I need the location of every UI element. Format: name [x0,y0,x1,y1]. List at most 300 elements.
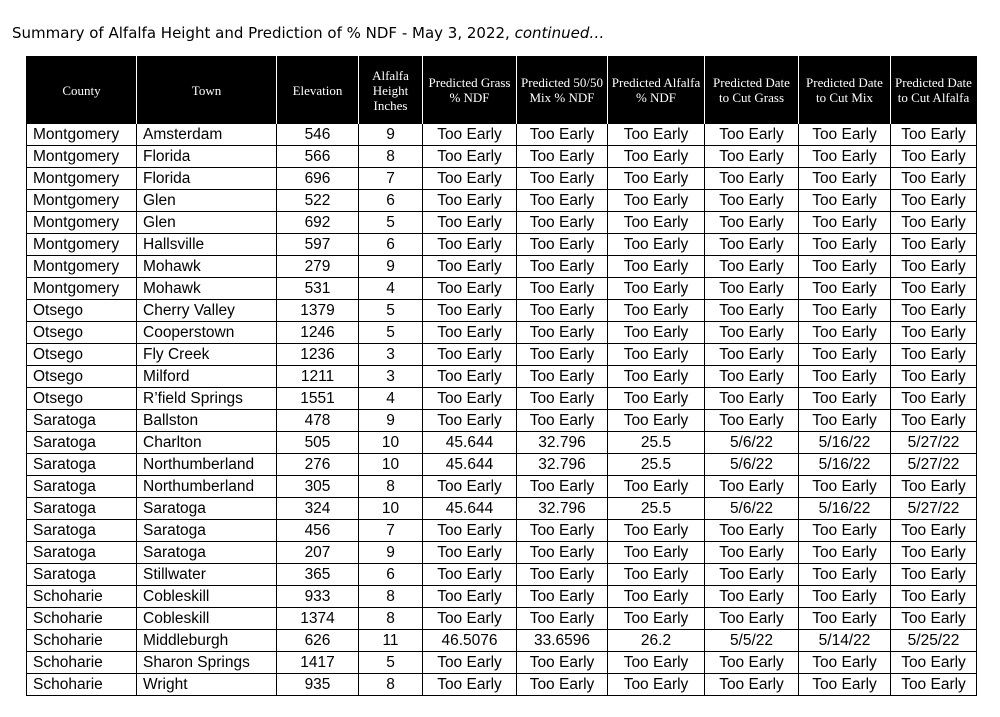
table-cell-alfalfa-height: 4 [359,278,423,300]
table-cell-predicted-mix-ndf: Too Early [517,366,608,388]
table-cell-date-cut-grass: Too Early [705,608,799,630]
document-caption [12,24,604,42]
table-cell-date-cut-alfalfa: Too Early [891,476,977,498]
table-cell-predicted-mix-ndf: Too Early [517,278,608,300]
table-cell-predicted-mix-ndf: Too Early [517,344,608,366]
table-cell-predicted-alfalfa-ndf: 25.5 [608,432,705,454]
table-cell-date-cut-mix: Too Early [799,278,891,300]
table-cell-alfalfa-height: 9 [359,124,423,146]
table-cell-date-cut-alfalfa: Too Early [891,344,977,366]
table-cell-county: Saratoga [27,564,137,586]
table-cell-predicted-mix-ndf: Too Early [517,542,608,564]
table-cell-town: Northumberland [137,476,277,498]
table-cell-date-cut-grass: Too Early [705,674,799,696]
table-cell-date-cut-grass: Too Early [705,388,799,410]
caption-main: Summary of Alfalfa Height and Prediction of % NDF - May 3, 2022, [12,24,515,42]
table-cell-predicted-grass-ndf: Too Early [423,542,517,564]
table-cell-predicted-grass-ndf: Too Early [423,322,517,344]
table-row [27,586,977,608]
table-cell-county: Montgomery [27,190,137,212]
table-cell-town: Saratoga [137,498,277,520]
table-cell-alfalfa-height: 5 [359,212,423,234]
table-cell-county: Otsego [27,388,137,410]
table-cell-date-cut-mix: Too Early [799,322,891,344]
table-cell-date-cut-grass: Too Early [705,124,799,146]
table-cell-alfalfa-height: 4 [359,388,423,410]
table-cell-predicted-grass-ndf: Too Early [423,410,517,432]
table-cell-predicted-alfalfa-ndf: Too Early [608,674,705,696]
table-cell-predicted-alfalfa-ndf: Too Early [608,542,705,564]
table-cell-predicted-mix-ndf: Too Early [517,608,608,630]
table-cell-date-cut-mix: Too Early [799,542,891,564]
table-cell-town: Wright [137,674,277,696]
table-cell-predicted-grass-ndf: Too Early [423,300,517,322]
table-cell-date-cut-mix: Too Early [799,234,891,256]
table-cell-county: Saratoga [27,542,137,564]
table-cell-county: Saratoga [27,410,137,432]
table-row [27,652,977,674]
table-cell-elevation: 276 [277,454,359,476]
table-cell-predicted-alfalfa-ndf: Too Early [608,564,705,586]
table-cell-elevation: 324 [277,498,359,520]
table-cell-date-cut-mix: Too Early [799,168,891,190]
table-cell-county: Otsego [27,300,137,322]
table-row [27,168,977,190]
table-cell-predicted-grass-ndf: Too Early [423,564,517,586]
table-cell-elevation: 305 [277,476,359,498]
table-cell-date-cut-mix: 5/16/22 [799,454,891,476]
table-cell-date-cut-grass: Too Early [705,542,799,564]
table-cell-date-cut-grass: Too Early [705,410,799,432]
table-cell-predicted-mix-ndf: Too Early [517,674,608,696]
table-cell-predicted-alfalfa-ndf: 25.5 [608,454,705,476]
table-cell-alfalfa-height: 5 [359,300,423,322]
table-row [27,190,977,212]
table-cell-county: Montgomery [27,168,137,190]
table-row [27,366,977,388]
table-row [27,388,977,410]
table-cell-town: Hallsville [137,234,277,256]
table-cell-date-cut-grass: Too Early [705,652,799,674]
table-cell-date-cut-alfalfa: 5/27/22 [891,432,977,454]
table-cell-date-cut-alfalfa: Too Early [891,322,977,344]
table-cell-date-cut-mix: Too Early [799,520,891,542]
table-cell-town: Mohawk [137,256,277,278]
table-cell-predicted-mix-ndf: 33.6596 [517,630,608,652]
table-cell-town: Glen [137,212,277,234]
table-cell-town: Mohawk [137,278,277,300]
table-cell-predicted-grass-ndf: Too Early [423,190,517,212]
table-cell-predicted-mix-ndf: Too Early [517,124,608,146]
table-cell-elevation: 1236 [277,344,359,366]
table-cell-predicted-mix-ndf: Too Early [517,168,608,190]
table-cell-elevation: 1417 [277,652,359,674]
table-cell-elevation: 546 [277,124,359,146]
table-cell-town: Cherry Valley [137,300,277,322]
column-header-date-cut-mix: Predicted Date to Cut Mix [799,57,891,124]
table-cell-county: Schoharie [27,630,137,652]
table-cell-county: Otsego [27,322,137,344]
table-cell-predicted-alfalfa-ndf: Too Early [608,476,705,498]
table-cell-date-cut-grass: Too Early [705,344,799,366]
table-cell-date-cut-grass: Too Early [705,168,799,190]
table-row [27,630,977,652]
table-cell-date-cut-grass: Too Early [705,212,799,234]
table-cell-alfalfa-height: 8 [359,674,423,696]
table-cell-alfalfa-height: 10 [359,432,423,454]
table-cell-date-cut-mix: Too Early [799,410,891,432]
table-cell-alfalfa-height: 7 [359,168,423,190]
column-header-predicted-grass-ndf: Predicted Grass % NDF [423,57,517,124]
table-cell-alfalfa-height: 9 [359,542,423,564]
table-cell-alfalfa-height: 9 [359,256,423,278]
table-cell-alfalfa-height: 3 [359,344,423,366]
table-cell-date-cut-grass: Too Early [705,190,799,212]
table-cell-town: Stillwater [137,564,277,586]
table-cell-date-cut-grass: Too Early [705,256,799,278]
table-row [27,212,977,234]
table-cell-town: Glen [137,190,277,212]
table-cell-county: Schoharie [27,608,137,630]
table-cell-alfalfa-height: 5 [359,652,423,674]
table-cell-predicted-mix-ndf: Too Early [517,190,608,212]
table-cell-predicted-grass-ndf: 45.644 [423,454,517,476]
table-cell-date-cut-alfalfa: Too Early [891,520,977,542]
table-cell-county: Montgomery [27,146,137,168]
table-cell-elevation: 531 [277,278,359,300]
table-cell-date-cut-alfalfa: Too Early [891,542,977,564]
table-cell-town: Saratoga [137,542,277,564]
table-cell-county: Montgomery [27,212,137,234]
table-row [27,278,977,300]
table-cell-date-cut-alfalfa: 5/25/22 [891,630,977,652]
table-cell-predicted-mix-ndf: Too Early [517,300,608,322]
table-row [27,146,977,168]
table-cell-alfalfa-height: 8 [359,608,423,630]
table-cell-town: Cobleskill [137,586,277,608]
table-cell-date-cut-grass: Too Early [705,366,799,388]
table-row [27,234,977,256]
table-cell-date-cut-mix: Too Early [799,190,891,212]
table-cell-alfalfa-height: 3 [359,366,423,388]
table-cell-date-cut-alfalfa: Too Early [891,564,977,586]
table-cell-date-cut-alfalfa: Too Early [891,388,977,410]
table-cell-predicted-grass-ndf: Too Early [423,586,517,608]
table-cell-date-cut-alfalfa: Too Early [891,300,977,322]
table-cell-date-cut-grass: Too Early [705,564,799,586]
table-cell-predicted-mix-ndf: 32.796 [517,432,608,454]
table-cell-predicted-alfalfa-ndf: Too Early [608,168,705,190]
table-cell-town: Northumberland [137,454,277,476]
table-cell-predicted-mix-ndf: Too Early [517,586,608,608]
table-cell-elevation: 522 [277,190,359,212]
table-cell-county: Otsego [27,366,137,388]
table-cell-predicted-grass-ndf: Too Early [423,146,517,168]
table-cell-predicted-alfalfa-ndf: Too Early [608,278,705,300]
table-cell-predicted-alfalfa-ndf: Too Early [608,146,705,168]
table-cell-elevation: 1379 [277,300,359,322]
table-cell-predicted-grass-ndf: Too Early [423,388,517,410]
table-cell-date-cut-grass: Too Early [705,586,799,608]
table-cell-elevation: 505 [277,432,359,454]
table-cell-county: Saratoga [27,520,137,542]
table-cell-predicted-alfalfa-ndf: Too Early [608,586,705,608]
table-cell-date-cut-alfalfa: Too Early [891,674,977,696]
table-cell-date-cut-alfalfa: Too Early [891,366,977,388]
table-cell-predicted-mix-ndf: 32.796 [517,498,608,520]
table-cell-town: Cooperstown [137,322,277,344]
table-cell-predicted-mix-ndf: Too Early [517,146,608,168]
table-cell-alfalfa-height: 7 [359,520,423,542]
ndf-summary-table [26,56,977,696]
table-cell-county: Otsego [27,344,137,366]
table-cell-alfalfa-height: 5 [359,322,423,344]
table-cell-county: Schoharie [27,652,137,674]
table-cell-predicted-mix-ndf: Too Early [517,410,608,432]
table-cell-elevation: 933 [277,586,359,608]
table-cell-elevation: 692 [277,212,359,234]
table-cell-date-cut-alfalfa: Too Early [891,256,977,278]
table-cell-date-cut-mix: Too Early [799,476,891,498]
table-cell-town: Milford [137,366,277,388]
table-cell-alfalfa-height: 6 [359,234,423,256]
table-cell-predicted-alfalfa-ndf: Too Early [608,300,705,322]
table-cell-date-cut-grass: Too Early [705,278,799,300]
table-cell-predicted-alfalfa-ndf: Too Early [608,234,705,256]
table-cell-town: Charlton [137,432,277,454]
table-cell-date-cut-grass: 5/6/22 [705,498,799,520]
table-cell-elevation: 597 [277,234,359,256]
table-row [27,520,977,542]
table-cell-elevation: 566 [277,146,359,168]
table-cell-town: Fly Creek [137,344,277,366]
table-cell-predicted-grass-ndf: 45.644 [423,498,517,520]
table-row [27,300,977,322]
table-cell-predicted-grass-ndf: Too Early [423,652,517,674]
table-cell-predicted-grass-ndf: 45.644 [423,432,517,454]
table-cell-date-cut-alfalfa: Too Early [891,652,977,674]
table-cell-date-cut-mix: Too Early [799,300,891,322]
table-cell-alfalfa-height: 6 [359,190,423,212]
table-cell-predicted-grass-ndf: Too Early [423,476,517,498]
table-cell-alfalfa-height: 6 [359,564,423,586]
table-cell-town: Ballston [137,410,277,432]
table-cell-date-cut-mix: Too Early [799,674,891,696]
table-cell-date-cut-alfalfa: 5/27/22 [891,454,977,476]
table-cell-elevation: 626 [277,630,359,652]
table-cell-predicted-alfalfa-ndf: Too Early [608,608,705,630]
table-cell-predicted-grass-ndf: Too Early [423,674,517,696]
table-cell-date-cut-grass: 5/6/22 [705,454,799,476]
table-cell-date-cut-alfalfa: Too Early [891,410,977,432]
table-cell-date-cut-alfalfa: 5/27/22 [891,498,977,520]
table-row [27,256,977,278]
table-cell-date-cut-mix: Too Early [799,344,891,366]
table-cell-date-cut-grass: Too Early [705,520,799,542]
table-cell-date-cut-mix: 5/14/22 [799,630,891,652]
column-header-date-cut-grass: Predicted Date to Cut Grass [705,57,799,124]
table-cell-county: Montgomery [27,124,137,146]
table-cell-predicted-grass-ndf: Too Early [423,256,517,278]
table-cell-date-cut-grass: Too Early [705,146,799,168]
table-cell-county: Saratoga [27,454,137,476]
table-header-row [27,57,977,124]
table-row [27,344,977,366]
column-header-town: Town [137,57,277,124]
table-cell-county: Saratoga [27,432,137,454]
table-cell-elevation: 1246 [277,322,359,344]
table-cell-county: Montgomery [27,234,137,256]
table-cell-date-cut-mix: Too Early [799,146,891,168]
column-header-predicted-alfalfa-ndf: Predicted Alfalfa % NDF [608,57,705,124]
table-cell-elevation: 1551 [277,388,359,410]
table-cell-predicted-alfalfa-ndf: Too Early [608,124,705,146]
table-cell-elevation: 365 [277,564,359,586]
table-cell-date-cut-mix: Too Early [799,212,891,234]
table-cell-predicted-grass-ndf: Too Early [423,212,517,234]
table-cell-predicted-mix-ndf: Too Early [517,520,608,542]
column-header-alfalfa-height: Alfalfa Height Inches [359,57,423,124]
table-cell-date-cut-mix: Too Early [799,652,891,674]
table-cell-predicted-mix-ndf: Too Early [517,564,608,586]
table-cell-elevation: 456 [277,520,359,542]
table-cell-predicted-alfalfa-ndf: 26.2 [608,630,705,652]
table-cell-predicted-alfalfa-ndf: Too Early [608,212,705,234]
table-cell-town: Amsterdam [137,124,277,146]
table-cell-town: Sharon Springs [137,652,277,674]
table-cell-town: R’field Springs [137,388,277,410]
table-cell-elevation: 279 [277,256,359,278]
table-cell-date-cut-mix: Too Early [799,564,891,586]
table-cell-town: Florida [137,168,277,190]
table-cell-predicted-mix-ndf: Too Early [517,652,608,674]
table-cell-county: Schoharie [27,674,137,696]
table-cell-predicted-mix-ndf: Too Early [517,234,608,256]
table-cell-elevation: 696 [277,168,359,190]
table-cell-date-cut-mix: Too Early [799,256,891,278]
table-row [27,454,977,476]
table-cell-date-cut-mix: Too Early [799,608,891,630]
table-cell-date-cut-mix: Too Early [799,388,891,410]
table-cell-date-cut-alfalfa: Too Early [891,190,977,212]
table-cell-predicted-grass-ndf: Too Early [423,344,517,366]
table-cell-predicted-grass-ndf: Too Early [423,278,517,300]
table-cell-date-cut-alfalfa: Too Early [891,608,977,630]
table-cell-elevation: 1374 [277,608,359,630]
table-cell-date-cut-grass: 5/5/22 [705,630,799,652]
table-cell-alfalfa-height: 8 [359,586,423,608]
table-cell-date-cut-mix: 5/16/22 [799,432,891,454]
column-header-county: County [27,57,137,124]
table-cell-date-cut-grass: Too Early [705,234,799,256]
table-cell-predicted-alfalfa-ndf: Too Early [608,520,705,542]
table-cell-alfalfa-height: 11 [359,630,423,652]
table-cell-predicted-mix-ndf: Too Early [517,256,608,278]
table-cell-predicted-mix-ndf: Too Early [517,322,608,344]
table-row [27,124,977,146]
column-header-predicted-mix-ndf: Predicted 50/50 Mix % NDF [517,57,608,124]
table-body [27,124,977,696]
table-row [27,498,977,520]
table-cell-alfalfa-height: 8 [359,476,423,498]
table-cell-town: Saratoga [137,520,277,542]
table-cell-date-cut-grass: Too Early [705,322,799,344]
table-cell-predicted-grass-ndf: 46.5076 [423,630,517,652]
table-cell-date-cut-mix: Too Early [799,586,891,608]
table-cell-predicted-alfalfa-ndf: Too Early [608,388,705,410]
table-cell-predicted-grass-ndf: Too Early [423,366,517,388]
table-cell-predicted-alfalfa-ndf: Too Early [608,344,705,366]
table-row [27,564,977,586]
table-cell-predicted-grass-ndf: Too Early [423,168,517,190]
table-cell-predicted-grass-ndf: Too Early [423,234,517,256]
table-cell-predicted-grass-ndf: Too Early [423,608,517,630]
table-cell-elevation: 1211 [277,366,359,388]
table-cell-town: Middleburgh [137,630,277,652]
table-cell-county: Schoharie [27,586,137,608]
table-row [27,410,977,432]
table-cell-county: Saratoga [27,476,137,498]
table-cell-predicted-alfalfa-ndf: Too Early [608,190,705,212]
table-cell-date-cut-alfalfa: Too Early [891,212,977,234]
table-cell-predicted-alfalfa-ndf: Too Early [608,366,705,388]
table-cell-date-cut-mix: Too Early [799,366,891,388]
table-cell-elevation: 935 [277,674,359,696]
table-cell-alfalfa-height: 10 [359,498,423,520]
table-cell-town: Florida [137,146,277,168]
table-cell-predicted-alfalfa-ndf: Too Early [608,256,705,278]
table-cell-elevation: 478 [277,410,359,432]
table-cell-date-cut-alfalfa: Too Early [891,124,977,146]
table-cell-alfalfa-height: 10 [359,454,423,476]
table-cell-predicted-grass-ndf: Too Early [423,520,517,542]
table-cell-predicted-grass-ndf: Too Early [423,124,517,146]
table-cell-date-cut-mix: Too Early [799,124,891,146]
table-cell-alfalfa-height: 8 [359,146,423,168]
table-row [27,674,977,696]
table-cell-predicted-alfalfa-ndf: Too Early [608,410,705,432]
table-cell-date-cut-alfalfa: Too Early [891,586,977,608]
table-cell-alfalfa-height: 9 [359,410,423,432]
table-cell-elevation: 207 [277,542,359,564]
table-cell-town: Cobleskill [137,608,277,630]
table-cell-predicted-alfalfa-ndf: 25.5 [608,498,705,520]
table-cell-date-cut-grass: Too Early [705,300,799,322]
table-cell-date-cut-alfalfa: Too Early [891,278,977,300]
table-cell-date-cut-mix: 5/16/22 [799,498,891,520]
table-cell-predicted-mix-ndf: 32.796 [517,454,608,476]
table-row [27,608,977,630]
table-cell-predicted-alfalfa-ndf: Too Early [608,652,705,674]
caption-continued: continued… [514,24,605,42]
table-cell-date-cut-alfalfa: Too Early [891,146,977,168]
table-row [27,542,977,564]
column-header-date-cut-alfalfa: Predicted Date to Cut Alfalfa [891,57,977,124]
table-cell-predicted-mix-ndf: Too Early [517,212,608,234]
table-row [27,322,977,344]
table-cell-predicted-mix-ndf: Too Early [517,476,608,498]
table-cell-date-cut-grass: Too Early [705,476,799,498]
table-cell-predicted-mix-ndf: Too Early [517,388,608,410]
table-cell-county: Montgomery [27,278,137,300]
table-cell-date-cut-alfalfa: Too Early [891,168,977,190]
table-cell-county: Saratoga [27,498,137,520]
table-row [27,476,977,498]
table-cell-date-cut-alfalfa: Too Early [891,234,977,256]
table-row [27,432,977,454]
table-cell-date-cut-grass: 5/6/22 [705,432,799,454]
table-cell-county: Montgomery [27,256,137,278]
